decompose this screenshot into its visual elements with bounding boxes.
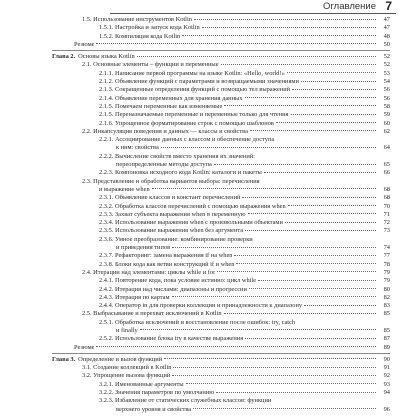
page-header xyxy=(0,0,420,16)
toc-page-number: 65 xyxy=(383,161,390,169)
chapter-title: Основы языка Kotlin xyxy=(78,53,135,61)
toc-entry-title: 2.1.4. Объявление переменных для хранения данных xyxy=(99,94,243,102)
dot-leader xyxy=(301,81,376,82)
dot-leader xyxy=(164,358,376,359)
toc-page-number: 52 xyxy=(383,61,390,69)
toc-page-number: 92 xyxy=(383,372,390,380)
toc-entry[interactable] xyxy=(52,397,390,405)
toc-page-number: 94 xyxy=(383,389,390,397)
dot-leader xyxy=(216,392,376,393)
toc-entry[interactable] xyxy=(52,227,390,235)
toc-entry[interactable] xyxy=(52,261,390,269)
toc-page-number: 47 xyxy=(383,16,390,23)
toc-entry[interactable] xyxy=(52,236,390,244)
toc-entry[interactable] xyxy=(52,161,390,169)
toc-entry[interactable] xyxy=(52,24,390,32)
toc-page-number: 66 xyxy=(383,169,390,177)
toc-entry[interactable] xyxy=(52,178,390,186)
dot-leader xyxy=(202,27,376,28)
toc-page-number: 71 xyxy=(383,210,390,218)
dot-leader xyxy=(291,114,377,115)
toc-entry[interactable] xyxy=(52,120,390,128)
toc-entry[interactable] xyxy=(52,41,390,49)
toc-entry-title: 2.4.1. Повторение кода, пока условие истинно: цикл while xyxy=(99,277,257,285)
toc-entry-title: 2.5.1. Обработка исключений и восстановление после ошибок: try, catch xyxy=(99,318,296,326)
dot-leader xyxy=(137,56,376,57)
dot-leader xyxy=(276,122,376,123)
toc-entry[interactable] xyxy=(52,319,390,327)
toc-page-number: 54 xyxy=(383,78,390,86)
toc-page-number: 80 xyxy=(383,285,390,293)
toc-entry[interactable] xyxy=(52,335,390,343)
toc-entry[interactable] xyxy=(52,194,390,202)
toc-entry-title xyxy=(52,53,135,61)
toc-entry[interactable] xyxy=(52,294,390,302)
toc-entry-title: 3.2. Упрощение вызова функций xyxy=(82,372,171,380)
toc-page-number: 70 xyxy=(383,202,390,210)
toc-entry[interactable] xyxy=(52,302,390,310)
toc-page-number: 60 xyxy=(383,119,390,127)
chapter-prefix: Глава 3. xyxy=(52,355,76,363)
toc-entry-title: 2.4.4. Оператор in для проверки коллекции и принадлежности к диапазону xyxy=(99,302,303,310)
dot-leader xyxy=(234,255,376,256)
toc-entry[interactable] xyxy=(52,153,390,161)
toc-page-number: 53 xyxy=(383,69,390,77)
dot-leader xyxy=(96,346,376,347)
dot-leader xyxy=(245,230,376,231)
dot-leader xyxy=(186,383,376,384)
toc-entry[interactable] xyxy=(52,128,390,136)
toc-entry-title: 2.3.8. Блоки кода как ветви конструкций if и when xyxy=(99,260,235,268)
toc-entry-title: 2.2.3. Компоновка исходного кода Kotlin: каталоги и пакеты xyxy=(99,169,262,177)
toc-entry-title: 2.1.3. Сокращенные определения функций с помощью тел выражений xyxy=(99,86,291,94)
dot-leader xyxy=(287,72,376,73)
toc-entry-title: 2.5.2. Использование блока try в качестве выражения xyxy=(99,335,244,343)
toc-entry[interactable] xyxy=(52,136,390,144)
dot-leader xyxy=(245,97,376,98)
dot-leader xyxy=(249,288,376,289)
toc-chapter-entry[interactable] xyxy=(52,53,390,61)
toc-page-number: 56 xyxy=(383,94,390,102)
toc-page-number: 47 xyxy=(383,24,390,32)
dot-leader xyxy=(248,213,376,214)
toc-page-number: 64 xyxy=(383,144,390,152)
dot-leader xyxy=(288,205,376,206)
toc-entry[interactable] xyxy=(52,269,390,277)
toc-page-number: 93 xyxy=(383,380,390,388)
toc-entry-title: 2.3.1. Объявление классов и констант перечислений xyxy=(99,194,241,202)
toc-entry-title: 2.1.1. Написание первой программы на языке Kotlin: «Hello, world!» xyxy=(99,69,285,77)
dot-leader xyxy=(224,313,376,314)
toc-entry-title: 2.3.5. Использование выражения when без аргумента xyxy=(99,227,244,235)
dot-leader xyxy=(304,305,376,306)
toc-entry[interactable] xyxy=(52,244,390,252)
toc-entry-title: 3.2.2. Значения параметров по умолчанию xyxy=(99,389,214,397)
toc-page-number: 89 xyxy=(383,343,390,351)
toc-entry[interactable] xyxy=(52,327,390,335)
toc-entry[interactable] xyxy=(52,203,390,211)
toc-entry-title: 2.2.2. Вычисление свойств вместо хранения их значений: xyxy=(99,152,255,160)
toc-page-number: 85 xyxy=(383,310,390,318)
toc-entry[interactable] xyxy=(52,277,390,285)
toc-entry[interactable] xyxy=(52,364,390,372)
toc-entry-title: 2.1.6. Упрощенное форматирование строк с помощью шаблонов xyxy=(99,119,274,127)
toc-page-number: 62 xyxy=(383,127,390,135)
toc-entry-title: и приведения типов xyxy=(116,244,171,252)
dot-leader xyxy=(258,280,376,281)
table-of-contents xyxy=(52,16,390,414)
toc-entry-title: 2.3.3. Захват субъекта выражения when в переменную xyxy=(99,210,246,218)
toc-page-number: 87 xyxy=(383,335,390,343)
dot-leader xyxy=(250,130,376,131)
toc-entry[interactable] xyxy=(52,103,390,111)
toc-entry-title: 2.4.2. Итерация над числами: диапазоны и прогрессии xyxy=(99,285,247,293)
toc-page-number: 73 xyxy=(383,227,390,235)
toc-page-number: 85 xyxy=(383,326,390,334)
chapter-divider xyxy=(52,50,390,51)
dot-leader xyxy=(217,271,376,272)
toc-page-number: 52 xyxy=(383,53,390,61)
toc-page-number: 48 xyxy=(383,32,390,40)
toc-entry-title: 2.3.2. Обработка классов перечислений с помощью выражения when xyxy=(99,202,286,210)
toc-entry[interactable] xyxy=(52,111,390,119)
toc-entry-title: 2.4.3. Итерация по картам xyxy=(99,293,170,301)
toc-entry[interactable] xyxy=(52,95,390,103)
toc-entry-title: 1.5.2. Компиляция кода Kotlin xyxy=(99,32,181,40)
toc-entry-title: 3.1. Создание коллекций в Kotlin xyxy=(82,364,172,372)
toc-entry[interactable] xyxy=(52,389,390,397)
toc-entry[interactable] xyxy=(52,61,390,69)
toc-entry-title: 3.2.1. Именованные аргументы xyxy=(99,380,184,388)
toc-page-number: 90 xyxy=(383,355,390,363)
toc-entry[interactable] xyxy=(52,169,390,177)
toc-chapter-entry[interactable] xyxy=(52,356,390,364)
toc-entry[interactable] xyxy=(52,78,390,86)
toc-page-number: 91 xyxy=(383,364,390,372)
toc-entry[interactable] xyxy=(52,70,390,78)
toc-entry-title: 2.3.4. Использование выражения when с произвольными объектами xyxy=(99,219,283,227)
toc-entry[interactable] xyxy=(52,33,390,41)
toc-entry[interactable] xyxy=(52,381,390,389)
dot-leader xyxy=(172,296,376,297)
toc-entry-title: 2.3.7. Рефакторинг: замена выражения if на when xyxy=(99,252,233,260)
toc-entry[interactable] xyxy=(52,211,390,219)
dot-leader xyxy=(172,375,376,376)
toc-page-number: 83 xyxy=(383,302,390,310)
toc-entry-title: и выражение when xyxy=(99,185,150,193)
toc-entry-title: 2.4. Итерации над элементами: циклы while и for xyxy=(82,268,216,276)
toc-entry-title: 2.1.5. Переназначаемые переменные и переменные только для чтения xyxy=(99,111,289,119)
toc-entry-title: 1.5. Использование инструментов Kotlin xyxy=(82,16,192,23)
toc-page-number: 72 xyxy=(383,219,390,227)
toc-entry-title: 2.5. Выбрасывание и перехват исключений в Kotlin xyxy=(82,310,222,318)
dot-leader xyxy=(152,188,376,189)
toc-entry-title: 1.5.1. Настройка и запуск кода Kotlin xyxy=(99,24,200,32)
toc-page-number: 96 xyxy=(383,405,390,413)
toc-page-number: 58 xyxy=(383,102,390,110)
toc-entry-title: 2.2.1. Ассоциирование данных с классом и обеспечение доступа xyxy=(99,136,275,144)
toc-entry-title: Резюме xyxy=(74,343,95,351)
dot-leader xyxy=(193,408,376,409)
dot-leader xyxy=(242,197,376,198)
header-rule xyxy=(110,13,396,14)
toc-entry-title: 2.1.5. Помечаем переменные как изменяемые xyxy=(99,102,223,110)
toc-entry-title: 2.3.6. Умное преобразование: комбинирование проверки xyxy=(99,235,253,243)
toc-entry-title: верхнего уровня и свойства xyxy=(116,405,192,413)
toc-page-number: 78 xyxy=(383,260,390,268)
page-number: 7 xyxy=(385,0,392,13)
toc-entry[interactable] xyxy=(52,372,390,380)
toc-entry-title: 2.1.2. Объявление функций с параметрами и возвращаемыми значениями xyxy=(99,78,299,86)
toc-entry-title: 2.3. Представление и обработка вариантов выбора: перечисления xyxy=(82,177,260,185)
toc-entry-title: переопределенные методы доступа xyxy=(116,161,212,169)
chapter-divider xyxy=(52,353,390,354)
toc-entry[interactable] xyxy=(52,286,390,294)
dot-leader xyxy=(214,164,376,165)
toc-page-number: 74 xyxy=(383,244,390,252)
toc-page-number: 82 xyxy=(383,293,390,301)
dot-leader xyxy=(285,222,376,223)
dot-leader xyxy=(182,35,376,36)
toc-entry-title: и finally xyxy=(116,326,138,334)
toc-entry-title: 2.2. Инкапсуляция поведения и данных — классы и свойства xyxy=(82,127,248,135)
toc-entry-title: Резюме xyxy=(74,40,95,48)
toc-entry[interactable] xyxy=(52,406,390,414)
dot-leader xyxy=(140,329,376,330)
toc-entry[interactable] xyxy=(52,144,390,152)
toc-entry[interactable] xyxy=(52,344,390,352)
toc-page-number: 50 xyxy=(383,40,390,48)
toc-entry[interactable] xyxy=(52,16,390,24)
toc-page-number: 68 xyxy=(383,194,390,202)
toc-entry-title: 2.1. Основные элементы – функции и переменные xyxy=(82,61,219,69)
dot-leader xyxy=(172,247,376,248)
dot-leader xyxy=(161,147,376,148)
toc-entry-title: 3.2.3. Избавление от статических служебных классов: функции xyxy=(99,397,272,405)
dot-leader xyxy=(245,338,376,339)
toc-page-number: 68 xyxy=(383,185,390,193)
toc-entry[interactable] xyxy=(52,86,390,94)
dot-leader xyxy=(236,263,376,264)
dot-leader xyxy=(173,367,376,368)
dot-leader xyxy=(224,105,376,106)
toc-page-number: 59 xyxy=(383,111,390,119)
dot-leader xyxy=(221,64,376,65)
chapter-title: Определение и вызов функций xyxy=(78,355,163,363)
toc-page-number: 56 xyxy=(383,86,390,94)
toc-entry-title xyxy=(52,356,162,364)
chapter-prefix: Глава 2. xyxy=(52,53,76,61)
toc-page-number: 77 xyxy=(383,252,390,260)
toc-page-number: 79 xyxy=(383,268,390,276)
dot-leader xyxy=(96,43,376,44)
dot-leader xyxy=(292,89,376,90)
toc-entry-title: к ним: свойства xyxy=(116,144,159,152)
toc-entry[interactable] xyxy=(52,310,390,318)
running-title: Оглавление xyxy=(323,1,376,12)
dot-leader xyxy=(264,172,376,173)
toc-page-number: 79 xyxy=(383,277,390,285)
toc-entry[interactable] xyxy=(52,252,390,260)
dot-leader xyxy=(194,19,376,20)
toc-entry[interactable] xyxy=(52,219,390,227)
toc-entry[interactable] xyxy=(52,186,390,194)
